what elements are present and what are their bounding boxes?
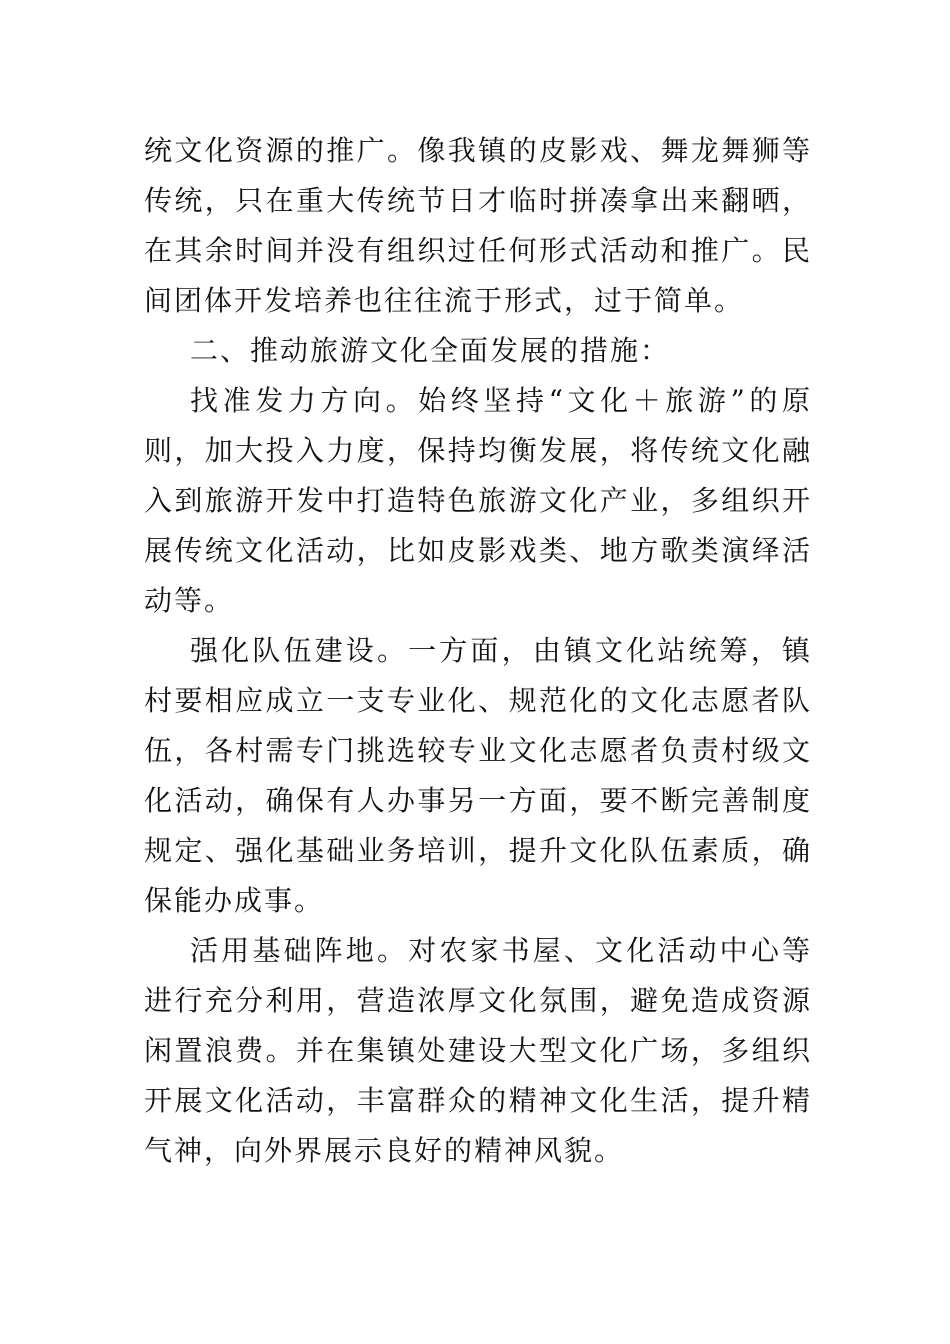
- document-body: [144, 126, 812, 1176]
- paragraph-direction: 找准发力方向。始终坚持“文化＋旅游”的原则，加大投入力度，保持均衡发展，将传统文化融入到旅游开发中打造特色旅游文化产业，多组织开展传统文化活动，比如皮影戏类、地方歌类演绎活动等。: [144, 384, 812, 617]
- paragraph-team-building: 强化队伍建设。一方面，由镇文化站统筹，镇村要相应成立一支专业化、规范化的文化志愿者队伍，各村需专门挑选较专业文化志愿者负责村级文化活动，确保有人办事另一方面，要不断完善制度规定、强化基础业务培训，提升文化队伍素质，确保能办成事。: [144, 634, 812, 917]
- paragraph-base-usage: 活用基础阵地。对农家书屋、文化活动中心等进行充分利用，营造浓厚文化氛围，避免造成资源闲置浪费。并在集镇处建设大型文化广场，多组织开展文化活动，丰富群众的精神文化生活，提升精气神，向外界展示良好的精神风貌。: [144, 934, 812, 1167]
- section-heading: 二、推动旅游文化全面发展的措施：: [190, 334, 671, 367]
- paragraph-continuation: 统文化资源的推广。像我镇的皮影戏、舞龙舞狮等传统，只在重大传统节日才临时拼凑拿出来翻晒，在其余时间并没有组织过任何形式活动和推广。民间团体开发培养也往往流于形式，过于简单。: [144, 134, 812, 317]
